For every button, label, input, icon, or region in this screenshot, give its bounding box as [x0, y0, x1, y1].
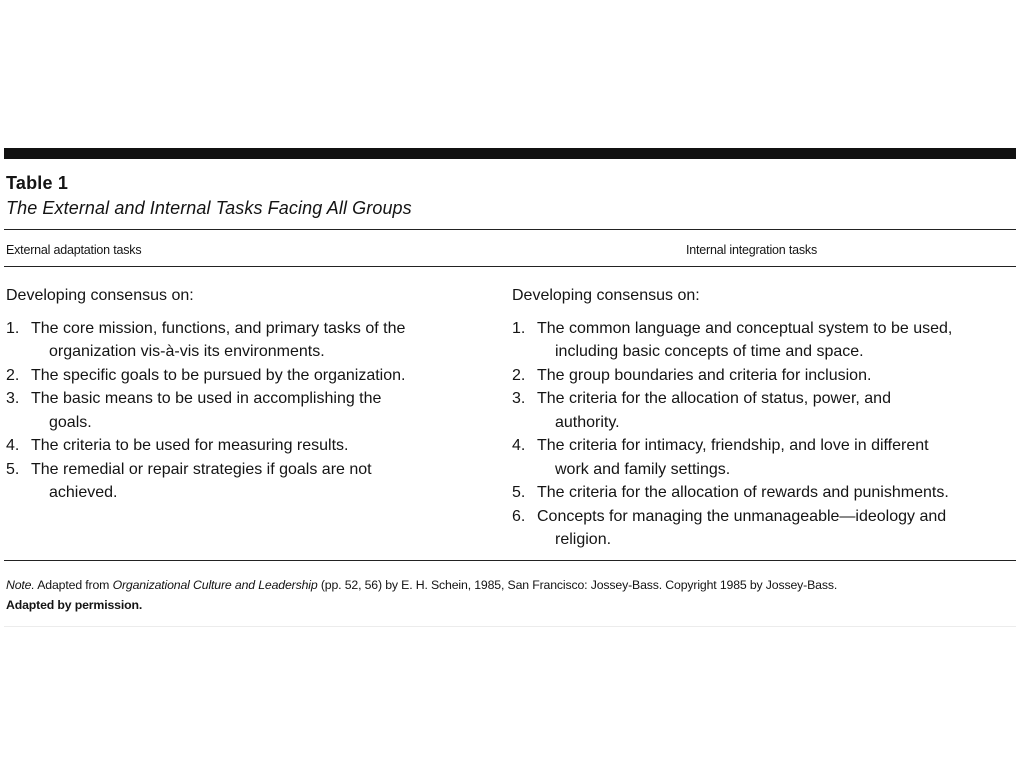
external-intro: Developing consensus on: — [6, 287, 194, 304]
list-item — [6, 364, 486, 388]
list-item — [512, 434, 1017, 481]
note-label: Note. — [6, 578, 35, 592]
header-rule — [4, 266, 1016, 267]
external-column-header: External adaptation tasks — [6, 243, 142, 257]
item-text-line: religion. — [555, 531, 612, 548]
note-source-title: Organizational Culture and Leadership — [112, 578, 318, 592]
item-number: 1. — [512, 319, 526, 337]
caption-rule — [4, 229, 1016, 230]
item-text-line: The criteria for the allocation of status, power, and — [537, 390, 891, 407]
item-number: 5. — [512, 484, 526, 501]
item-text-line: The specific goals to be pursued by the organization. — [31, 366, 406, 384]
item-text-line: The core mission, functions, and primary tasks of the — [31, 319, 406, 337]
item-text-line: The criteria to be used for measuring results. — [31, 437, 349, 454]
item-text-line: The criteria for intimacy, friendship, and love in different — [537, 437, 929, 454]
list-item — [512, 317, 1017, 364]
list-item — [512, 387, 1017, 434]
list-item — [6, 317, 486, 364]
note-citation: (pp. 52, 56) by E. H. Schein, 1985, San Francisco: Jossey-Bass. Copyright 1985 by Jossey-Bass. — [320, 578, 838, 592]
item-text-line: achieved. — [49, 484, 118, 501]
list-item — [512, 505, 1017, 552]
external-task-list — [6, 317, 486, 505]
item-number: 3. — [6, 390, 20, 407]
item-text-line: work and family settings. — [555, 460, 731, 478]
item-text-line: Concepts for managing the unmanageable—ideology and — [537, 507, 947, 525]
item-number: 1. — [6, 319, 20, 337]
list-item — [512, 364, 1017, 388]
item-text-line: The basic means to be used in accomplishing the — [31, 390, 382, 407]
item-text-line: The criteria for the allocation of rewards and punishments. — [537, 484, 949, 501]
item-number: 4. — [512, 437, 526, 454]
list-item — [512, 481, 1017, 505]
internal-task-list — [512, 317, 1017, 552]
item-text-line: goals. — [49, 413, 92, 431]
item-text-line: The remedial or repair strategies if goals are not — [31, 460, 372, 478]
bottom-rule — [4, 560, 1016, 561]
faint-bleed-line — [4, 626, 1016, 627]
table-caption: The External and Internal Tasks Facing All Groups — [6, 198, 412, 218]
note-line-2: Adapted by permission. — [6, 598, 143, 612]
item-number: 4. — [6, 437, 20, 454]
item-text-line: organization vis-à-vis its environments. — [49, 343, 325, 360]
table-label: Table 1 — [6, 173, 69, 193]
list-item — [6, 434, 486, 458]
external-tasks-column — [6, 284, 486, 505]
item-text-line: authority. — [555, 413, 620, 431]
internal-tasks-column — [512, 284, 1017, 552]
item-number: 2. — [512, 366, 526, 384]
internal-column-header: Internal integration tasks — [686, 243, 817, 257]
item-number: 2. — [6, 366, 20, 384]
item-number: 6. — [512, 507, 526, 525]
top-thick-rule — [4, 148, 1016, 159]
note-line-1 — [6, 575, 1018, 595]
note-prefix: Adapted from — [37, 578, 110, 592]
item-text-line: The group boundaries and criteria for inclusion. — [537, 366, 872, 384]
list-item — [6, 458, 486, 505]
item-number: 5. — [6, 460, 20, 478]
table-note — [6, 575, 1018, 615]
item-number: 3. — [512, 390, 526, 407]
item-text-line: including basic concepts of time and space. — [555, 343, 864, 360]
internal-intro: Developing consensus on: — [512, 287, 700, 304]
list-item — [6, 387, 486, 434]
item-text-line: The common language and conceptual system to be used, — [537, 319, 953, 337]
